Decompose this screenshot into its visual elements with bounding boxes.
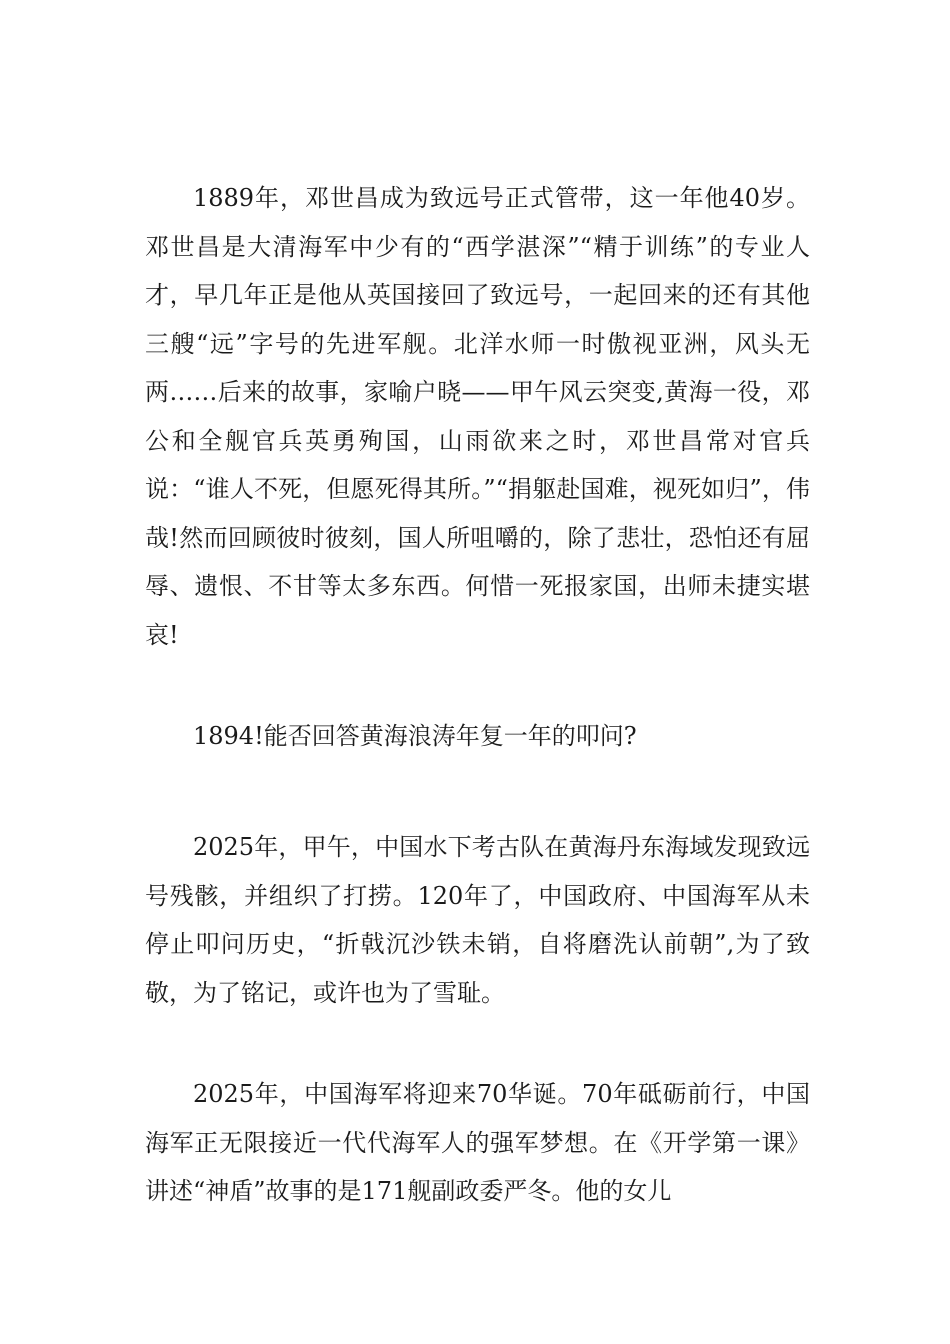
paragraph-zhiyuan-wreck: 2025年，甲午，中国水下考古队在黄海丹东海域发现致远号残骸，并组织了打捞。120年了，中国政府、中国海军从未停止叩问历史，“折戟沉沙铁未销，自将磨洗认前朝”,为了致敬，为了铭记，或许也为了雪耻。 (145, 833, 810, 1007)
paragraph-navy-anniversary: 2025年，中国海军将迎来70华诞。70年砥砺前行，中国海军正无限接近一代代海军人的强军梦想。在《开学第一课》讲述“神盾”故事的是171舰副政委严冬。他的女儿 (145, 1080, 810, 1205)
paragraph-1894-question: 1894!能否回答黄海浪涛年复一年的叩问? (193, 722, 637, 750)
paragraph-deng-shichang: 1889年，邓世昌成为致远号正式管带，这一年他40岁。邓世昌是大清海军中少有的“西学湛深”“精于训练”的专业人才，早几年正是他从英国接回了致远号，一起回来的还有其他三艘“远”字号的先进军舰。北洋水师一时傲视亚洲，风头无两……后来的故事，家喻户晓——甲午风云突变,黄海一役，邓公和全舰官兵英勇殉国，山雨欲来之时，邓世昌常对官兵说：“谁人不死，但愿死得其所。”“捐躯赴国难，视死如归”，伟哉!然而回顾彼时彼刻，国人所咀嚼的，除了悲壮，恐怕还有屈辱、遗恨、不甘等太多东西。何惜一死报家国，出师未捷实堪哀! (145, 184, 810, 649)
